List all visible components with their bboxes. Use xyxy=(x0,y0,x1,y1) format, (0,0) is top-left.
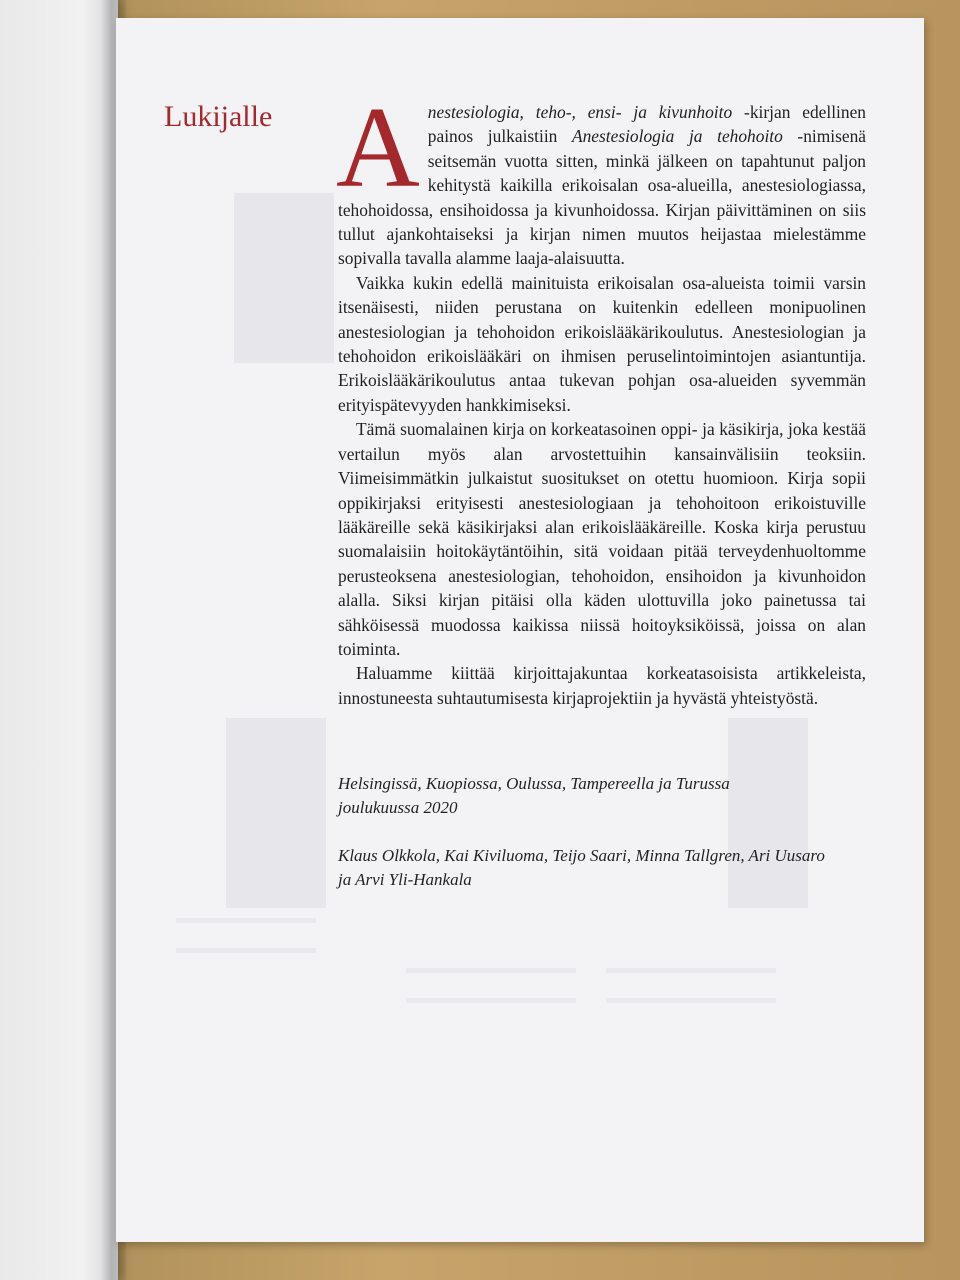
authors-line-1: Klaus Olkkola, Kai Kiviluoma, Teijo Saari, Minna Tallgren, Ari Uusaro xyxy=(338,846,825,865)
authors-line-2: ja Arvi Yli-Hankala xyxy=(338,870,472,890)
show-through-line xyxy=(176,918,316,923)
show-through-line xyxy=(406,998,576,1003)
signoff-authors xyxy=(338,844,866,893)
show-through-line xyxy=(406,968,576,973)
section-heading: Lukijalle xyxy=(164,100,273,133)
show-through-photo xyxy=(234,193,334,363)
paragraph-1 xyxy=(336,84,866,271)
paragraph-1-text-b: -nimisenä seitsemän vuotta sitten, minkä jälkeen on tapahtunut paljon kehitystä kaikilla erikoisalan osa-alueilla, anestesiologiassa, tehohoidossa, ensihoidossa ja kivunhoidossa. Kirjan päivittäminen on siis tullut ajankohtaiseksi ja kirjan nimen muutos heijastaa mielestämme sopivalla tavalla alamme laaja-alaisuutta. xyxy=(338,126,866,269)
signoff-place: Helsingissä, Kuopiossa, Oulussa, Tampereella ja Turussa xyxy=(338,774,730,793)
paragraph-4: Haluamme kiittää kirjoittajakuntaa korkeatasoisista artikkeleista, innostuneesta suhtautumisesta kirjaprojektiin ja hyvästä yhteistyöstä. xyxy=(338,663,866,708)
signoff-place-date xyxy=(338,772,866,821)
show-through-line xyxy=(176,948,316,953)
show-through-line xyxy=(606,998,776,1003)
show-through-photo xyxy=(226,718,326,908)
body-text xyxy=(336,84,866,710)
paragraph-1-text-a: -kirjan edellinen painos julkaistiin xyxy=(427,102,866,147)
book-title-italic: nestesiologia, teho-, ensi- ja kivunhoito xyxy=(427,102,733,122)
book-page xyxy=(116,18,924,1242)
paragraph-2: Vaikka kukin edellä mainituista erikoisalan osa-alueista toimii varsin itsenäisesti, niiden perustana on kuitenkin edelleen monipuolinen anestesiologian ja tehohoidon erikoislääkärikoulutus. Anestesiologian ja tehohoidon erikoislääkäri on ihmisen peruselintoimintojen asiantuntija. Erikoislääkärikoulutus antaa tukevan pohjan osa-alueiden syvemmän erityispätevyyden hankkimiseksi. xyxy=(338,272,866,415)
show-through-line xyxy=(606,968,776,973)
drop-cap: A xyxy=(336,84,420,212)
signoff-date: joulukuussa 2020 xyxy=(338,798,458,818)
previous-title-italic: Anestesiologia ja tehohoito xyxy=(571,126,783,147)
paragraph-3: Tämä suomalainen kirja on korkeatasoinen oppi- ja käsikirja, joka kestää vertailun myös alan arvostettuihin kansainvälisiin teoksiin. Viimeisimmätkin julkaistut suositukset on otettu huomioon. Kirja sopii oppikirjaksi erityisesti anestesiologiaan ja tehohoitoon erikoistuville lääkäreille sekä käsikirjaksi alan erikoislääkäreille. Koska kirja perustuu suomalaisiin hoitokäytäntöihin, sitä voidaan pitää terveydenhuoltomme perusteoksena anestesiologian, tehohoidon, ensihoidon ja kivunhoidon alalla. Siksi kirjan pitäisi olla käden ulottuvilla joko painetussa tai sähköisessä muodossa kaikissa niissä hoitoyksiköissä, joissa on alan toiminta. xyxy=(338,419,866,659)
